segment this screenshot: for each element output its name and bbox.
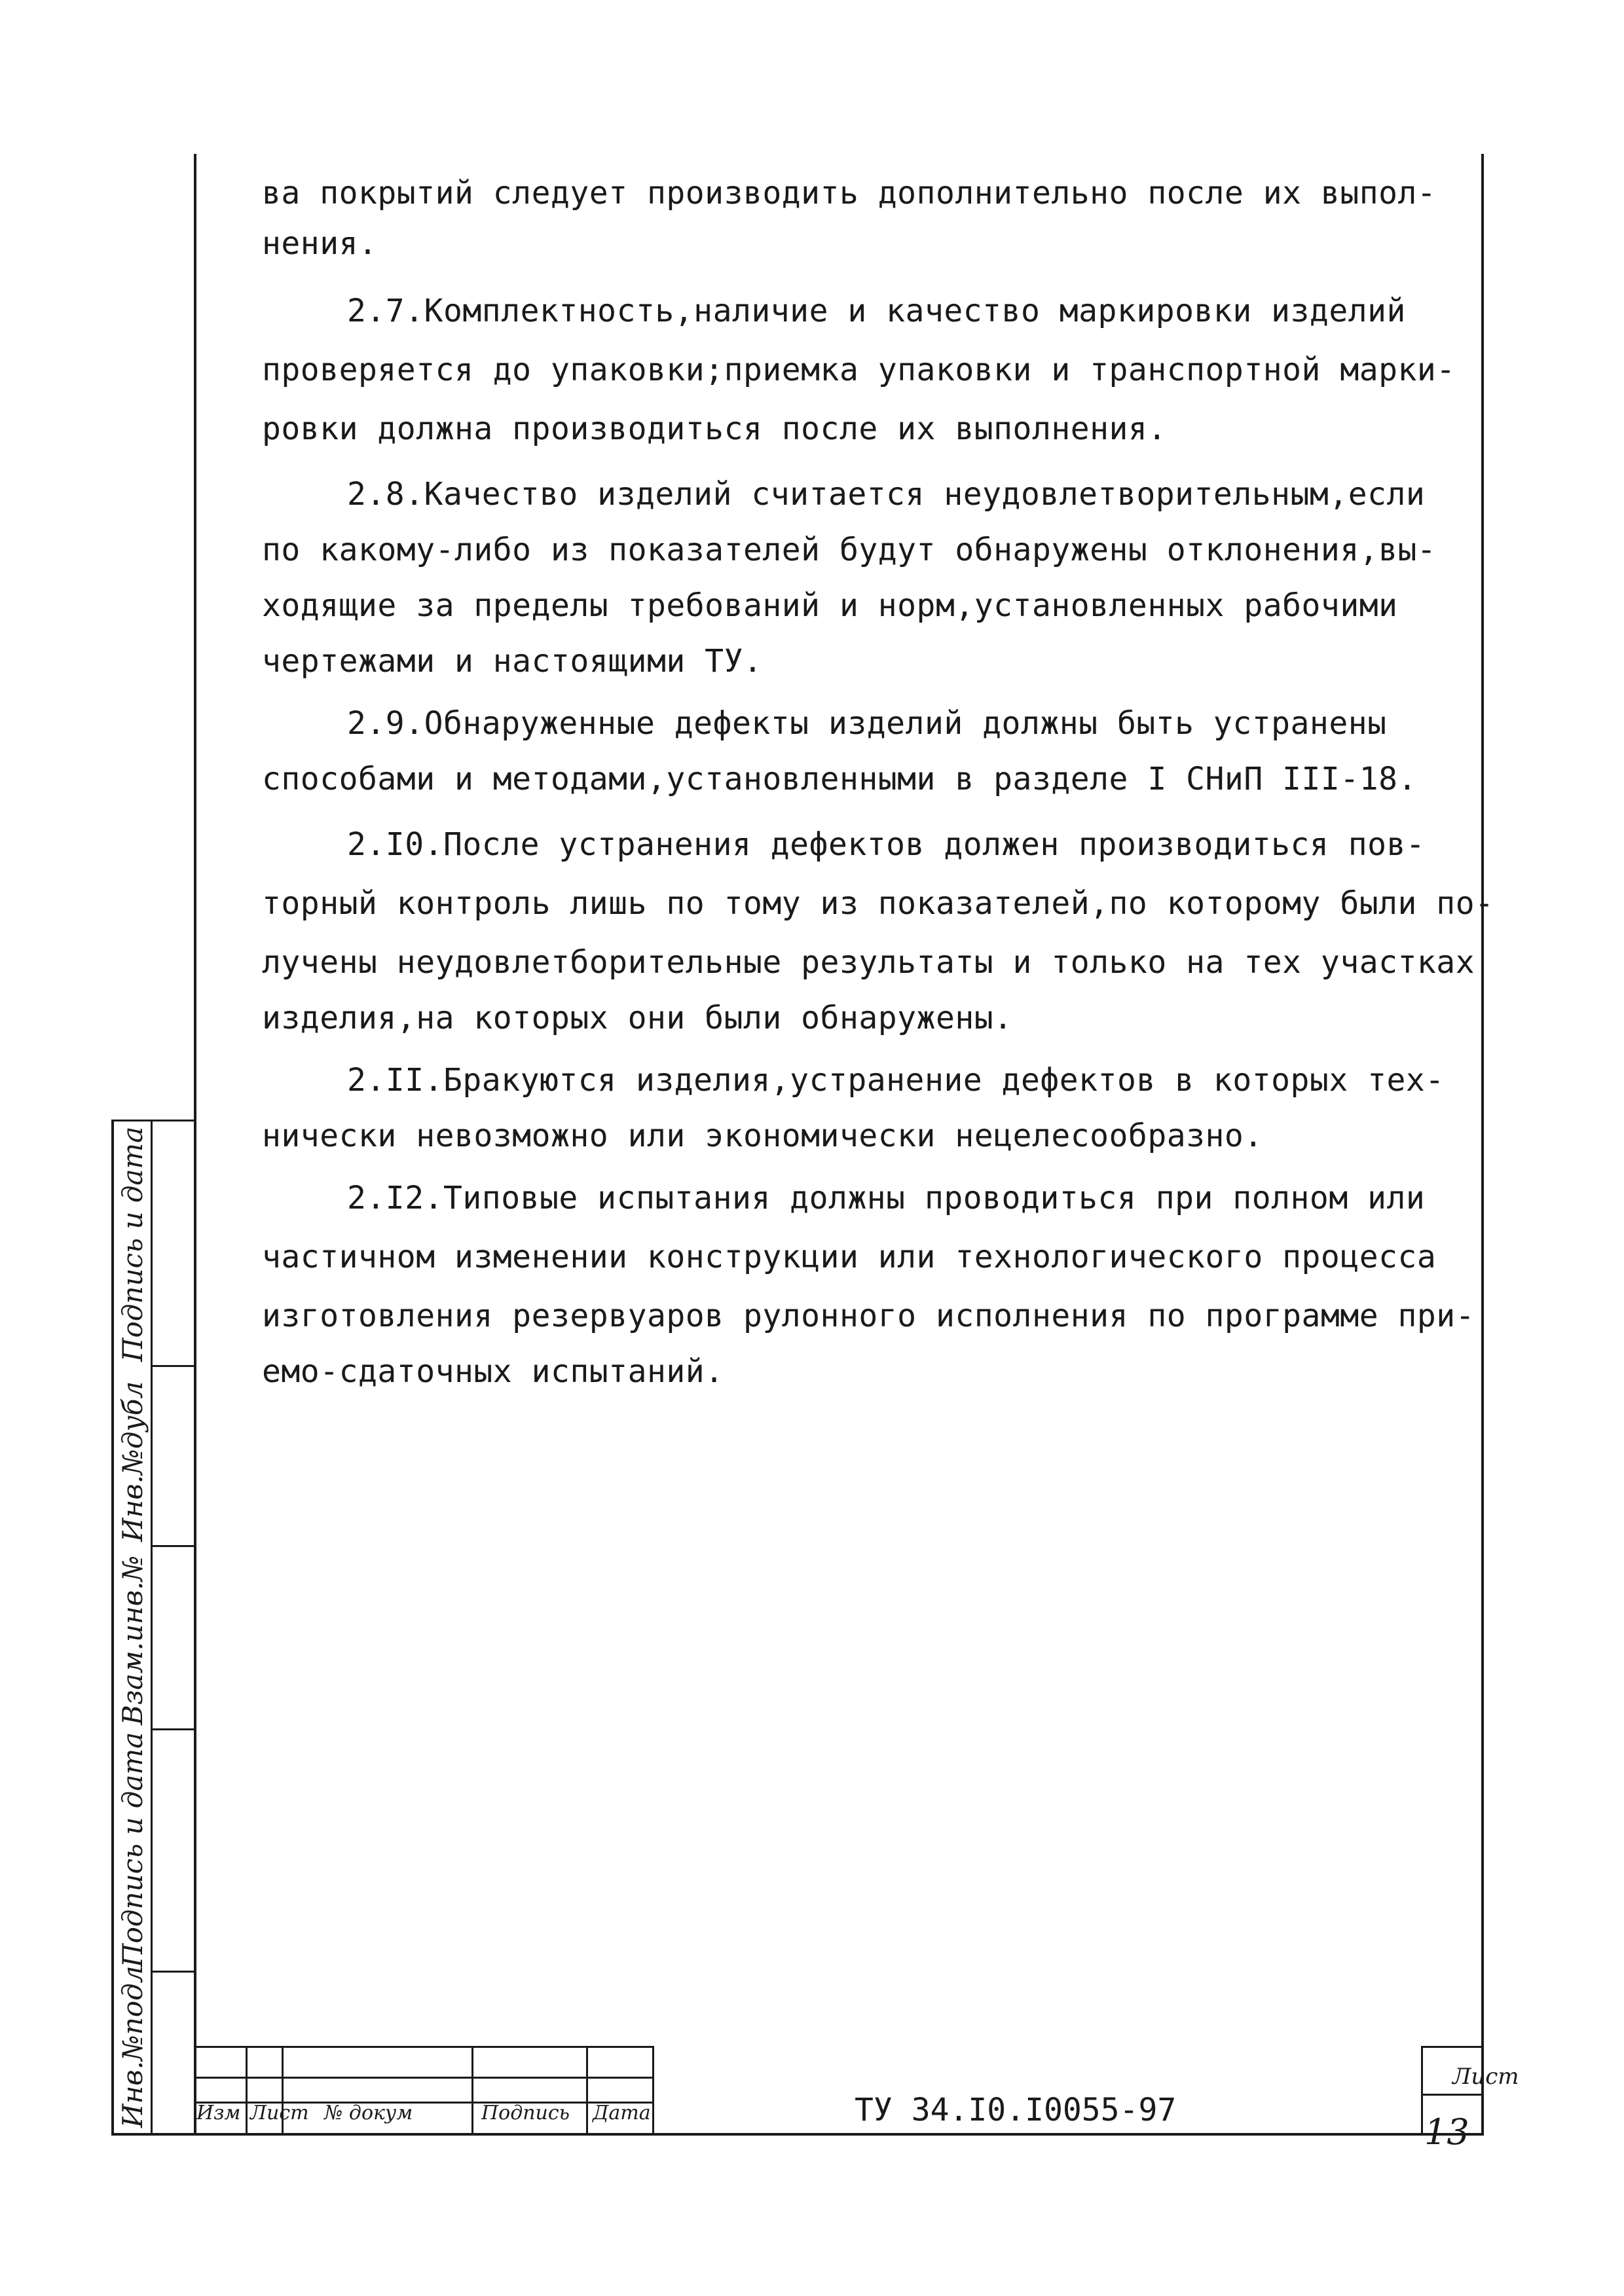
body-line: изготовления резервуаров рулонного исполнения по программе при- [262, 1298, 1475, 1334]
body-line: емо-сдаточных испытаний. [262, 1353, 724, 1390]
title-block-top [194, 2046, 652, 2048]
document-code: ТУ 34.I0.I0055-97 [855, 2092, 1177, 2128]
frame-left-border [194, 154, 196, 2134]
title-block-list: Лист [250, 2102, 309, 2124]
side-stamp-sep-1 [151, 1365, 196, 1367]
side-stamp-sep-2 [151, 1545, 196, 1547]
title-block-col-6 [1421, 2046, 1423, 2134]
body-line: лучены неудовлетборительные результаты и только на тех участках [262, 944, 1475, 981]
body-line: чертежами и настоящими ТУ. [262, 643, 763, 680]
title-block-col-4 [586, 2046, 588, 2134]
body-line: нически невозможно или экономически нецелесообразно. [262, 1118, 1263, 1154]
body-line: 2.8.Качество изделий считается неудовлетворительным,если [347, 476, 1426, 513]
body-line: способами и методами,установленными в разделе I СНиП III-18. [262, 761, 1417, 797]
frame-right-border [1481, 154, 1484, 2134]
title-block-col-3 [471, 2046, 473, 2134]
body-line: 2.I2.Типовые испытания должны проводиться при полном или [347, 1180, 1426, 1216]
side-stamp-left-border [111, 1120, 114, 2134]
body-line: торный контроль лишь по тому из показателей,по которому были по- [262, 885, 1494, 922]
body-line: ровки должна производиться после их выполнения. [262, 410, 1167, 447]
title-block-sheet-sep [1421, 2094, 1483, 2096]
title-block-top-right [1421, 2046, 1483, 2048]
title-block-row-sep [194, 2077, 652, 2079]
side-stamp-divider [151, 1120, 153, 2134]
body-line: 2.9.Обнаруженные дефекты изделий должны быть устранены [347, 705, 1387, 742]
sheet-label: Лист [1452, 2064, 1519, 2090]
side-stamp-sep-3 [151, 1728, 196, 1730]
body-line: ва покрытий следует производить дополнительно после их выпол- [262, 175, 1437, 211]
title-block-doc-no: № докум [324, 2102, 413, 2124]
body-line: 2.I0.После устранения дефектов должен производиться пов- [347, 826, 1426, 863]
body-line: ходящие за пределы требований и норм,установленных рабочими [262, 587, 1398, 624]
body-line: нения. [262, 225, 378, 262]
frame-bottom-border [111, 2133, 1484, 2136]
title-block-col-5 [652, 2046, 654, 2134]
title-block-col-1 [246, 2046, 248, 2134]
body-line: по какому-либо из показателей будут обнаружены отклонения,вы- [262, 532, 1437, 568]
body-line: проверяется до упаковки;приемка упаковки и транспортной марки- [262, 352, 1456, 388]
body-line: частичном изменении конструкции или технологического процесса [262, 1239, 1437, 1275]
title-block-date: Дата [593, 2102, 651, 2124]
side-stamp-top [111, 1120, 196, 1121]
body-line: 2.II.Бракуются изделия,устранение дефектов в которых тех- [347, 1062, 1445, 1099]
title-block-izm: Изм [196, 2102, 241, 2124]
title-block-sign: Подпись [481, 2102, 570, 2124]
sheet-number: 13 [1424, 2111, 1469, 2153]
side-stamp-sep-4 [151, 1971, 196, 1973]
body-line: изделия,на которых они были обнаружены. [262, 1000, 1013, 1036]
body-line: 2.7.Комплектность,наличие и качество маркировки изделий [347, 293, 1406, 329]
